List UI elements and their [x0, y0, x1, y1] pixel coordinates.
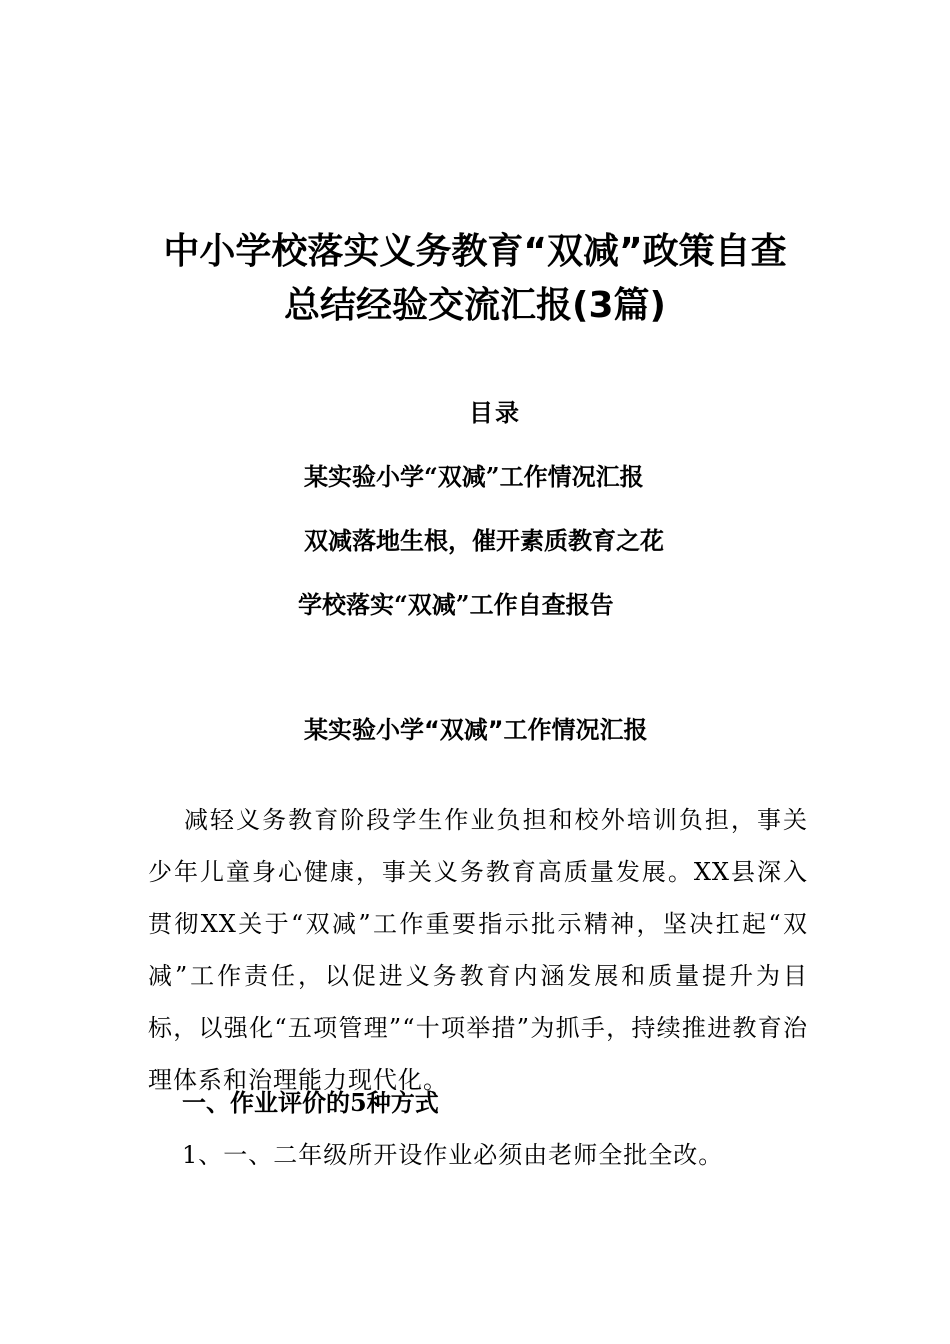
section-title: 某实验小学“双减”工作情况汇报: [304, 716, 648, 744]
document-title-line-2: 总结经验交流汇报(3篇): [284, 285, 666, 326]
toc-item: 双减落地生根，催开素质教育之花: [304, 526, 664, 555]
document-title-line-1: 中小学校落实义务教育“双减”政策自查: [163, 231, 787, 272]
section-subheading: 一、作业评价的5种方式: [182, 1088, 439, 1117]
toc-item: 某实验小学“双减”工作情况汇报: [304, 462, 644, 491]
body-paragraph: 减轻义务教育阶段学生作业负担和校外培训负担，事关少年儿童身心健康，事关义务教育高质量发展。XX县深入贯彻XX关于“双减”工作重要指示批示精神，坚决扛起“双减”工作责任，以促进义务教育内涵发展和质量提升为目标，以强化“五项管理”“十项举措”为抓手，持续推进教育治理体系和治理能力现代化。: [148, 806, 808, 1094]
toc-item: 学校落实“双减”工作自查报告: [298, 590, 614, 619]
list-item: 1、一、二年级所开设作业必须由老师全批全改。: [182, 1141, 724, 1169]
toc-heading: 目录: [469, 398, 521, 427]
